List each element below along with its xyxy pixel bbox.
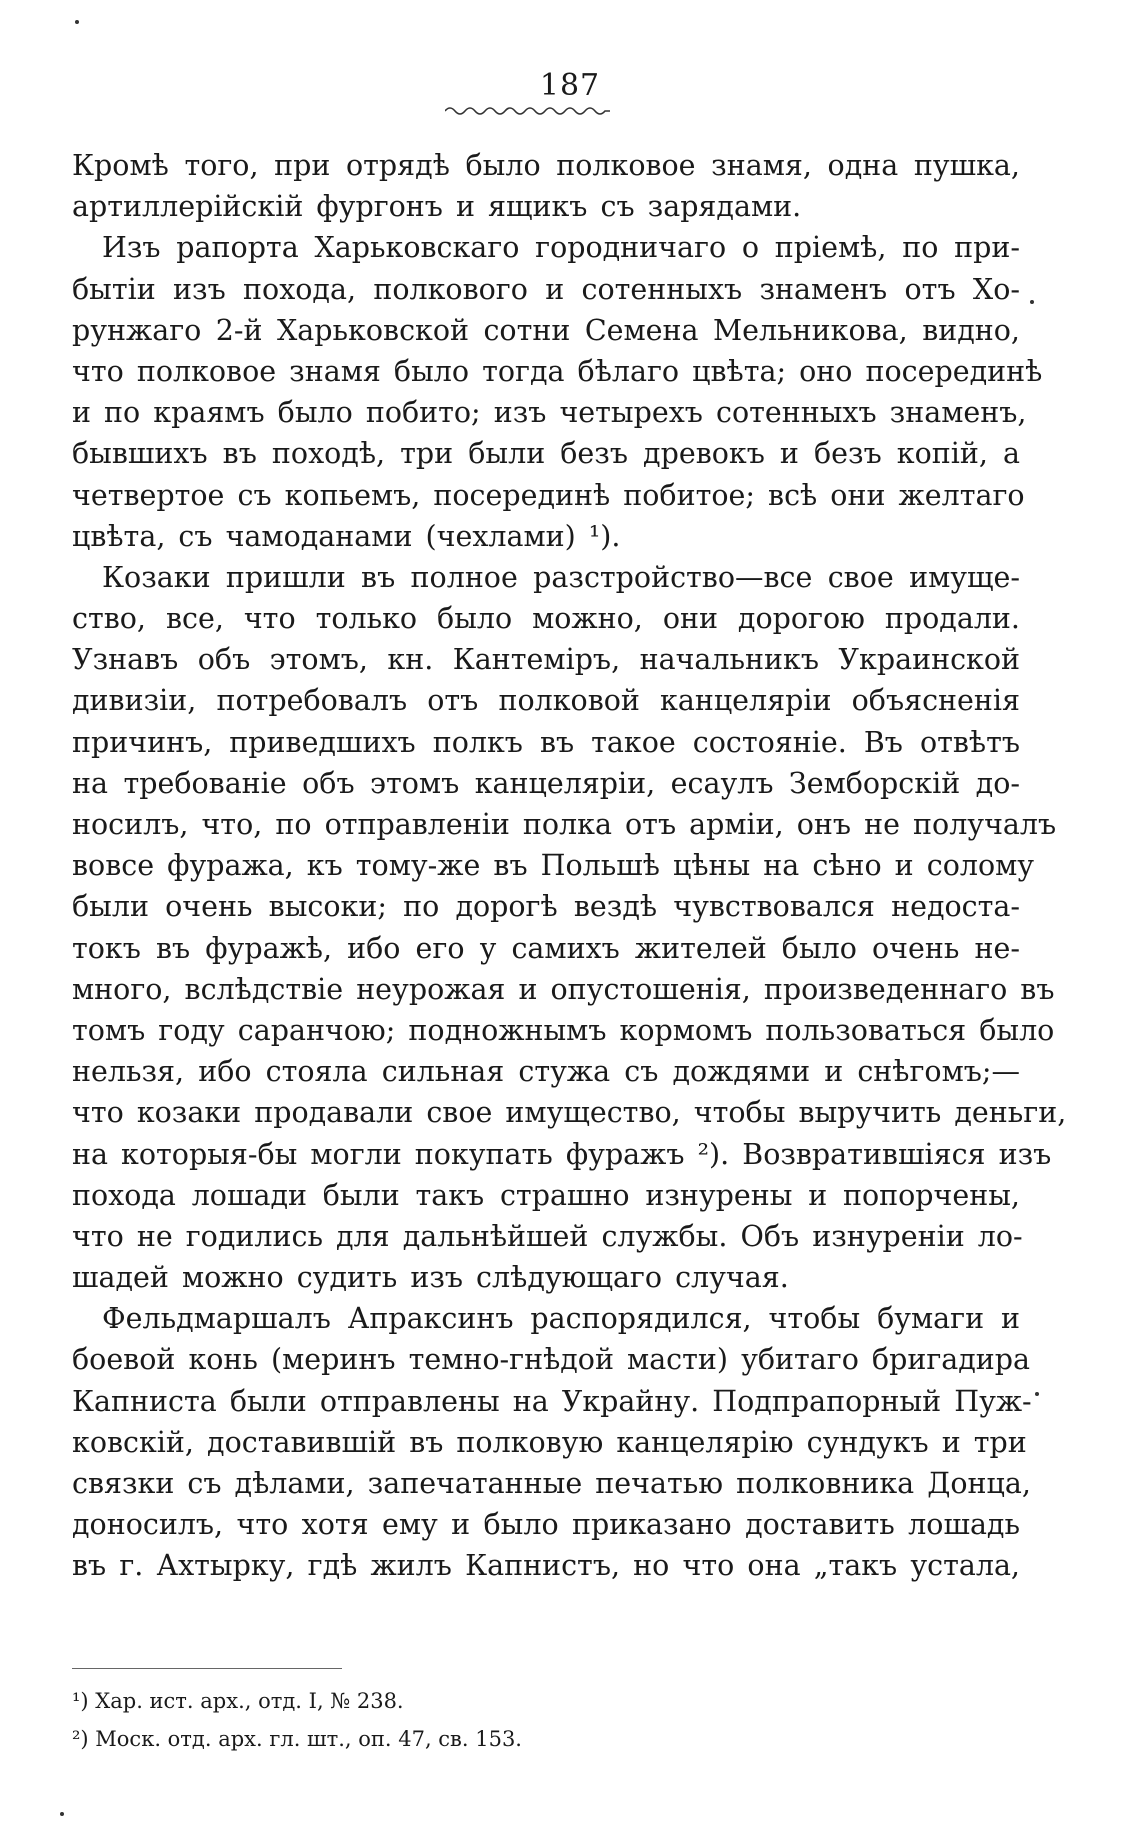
wavy-ornament-icon	[445, 104, 610, 118]
text-line: Узнавъ объ этомъ, кн. Кантеміръ, начальникъ Украинской	[72, 643, 1020, 677]
text-line: связки съ дѣлами, запечатанные печатью полковника Донца,	[72, 1467, 1031, 1500]
footnotes	[72, 1682, 772, 1758]
text-line: что не годились для дальнѣйшей службы. Объ изнуреніи ло-	[72, 1219, 1023, 1253]
footnote-1: ¹) Хар. ист. арх., отд. I, № 238.	[72, 1689, 404, 1713]
text-line: дивизіи, потребовалъ отъ полковой канцеляріи объясненія	[72, 684, 1020, 718]
text-line: бытіи изъ похода, полкового и сотенныхъ знаменъ отъ Хо-	[72, 272, 1020, 306]
text-line: Капниста были отправлены на Украйну. Подпрапорный Пуж-	[72, 1384, 1032, 1418]
text-line: ство, все, что только было можно, они дорогою продали.	[72, 602, 1020, 636]
text-line: и по краямъ было побито; изъ четырехъ сотенныхъ знаменъ,	[72, 396, 1027, 430]
text-line: Изъ рапорта Харьковскаго городничаго о пріемѣ, по при-	[102, 231, 1020, 265]
text-line: носилъ, что, по отправленіи полка отъ арміи, онъ не получалъ	[72, 808, 1057, 841]
text-line: бывшихъ въ походѣ, три были безъ древокъ и безъ копій, а	[72, 437, 1020, 471]
text-line: на требованіе объ этомъ канцеляріи, есаулъ Земборскій до-	[72, 766, 1020, 800]
page-number: 187	[539, 68, 601, 103]
scan-speck	[75, 20, 79, 24]
text-line: цвѣта, съ чамоданами (чехлами) ¹).	[72, 519, 621, 553]
text-line: Кромѣ того, при отрядѣ было полковое знамя, одна пушка,	[72, 149, 1020, 182]
scan-speck	[1035, 1392, 1039, 1396]
text-line: на которыя-бы могли покупать фуражъ ²). Возвратившіяся изъ	[72, 1137, 1052, 1171]
footnote-2: ²) Моск. отд. арх. гл. шт., оп. 47, св. 153.	[72, 1727, 522, 1751]
text-line: доносилъ, что хотя ему и было приказано доставить лошадь	[72, 1508, 1020, 1542]
main-text	[72, 145, 1067, 1587]
text-line: причинъ, приведшихъ полкъ въ такое состояніе. Въ отвѣтъ	[72, 725, 1020, 759]
text-line: вовсе фуража, къ тому-же въ Польшѣ цѣны на сѣно и солому	[72, 849, 1035, 883]
scan-speck	[1030, 300, 1034, 304]
scan-speck	[60, 1812, 64, 1816]
text-line: что козаки продавали свое имущество, чтобы выручить деньги,	[72, 1096, 1067, 1130]
footnote-separator	[72, 1668, 342, 1669]
text-line: артиллерійскій фургонъ и ящикъ съ зарядами.	[72, 190, 802, 224]
text-line: томъ году саранчою; подножнымъ кормомъ пользоваться было	[72, 1013, 1055, 1047]
text-line: рунжаго 2-й Харьковской сотни Семена Мельникова, видно,	[72, 313, 1020, 347]
text-line: въ г. Ахтырку, гдѣ жилъ Капнистъ, но что она „такъ устала,	[72, 1549, 1020, 1583]
text-line: Козаки пришли въ полное разстройство—все свое имуще-	[102, 560, 1020, 594]
text-line: четвертое съ копьемъ, посерединѣ побитое; всѣ они желтаго	[72, 478, 1025, 512]
text-line: похода лошади были такъ страшно изнурены и попорчены,	[72, 1178, 1020, 1212]
text-line: что полковое знамя было тогда бѣлаго цвѣта; оно посерединѣ	[72, 354, 1043, 388]
text-line: нельзя, ибо стояла сильная стужа съ дождями и снѣгомъ;—	[72, 1055, 1020, 1089]
text-line: были очень высоки; по дорогѣ вездѣ чувствовался недоста-	[72, 890, 1020, 924]
text-line: Фельдмаршалъ Апраксинъ распорядился, чтобы бумаги и	[102, 1302, 1020, 1336]
text-line: боевой конь (меринъ темно-гнѣдой масти) убитаго бригадира	[72, 1343, 1031, 1377]
text-line: много, вслѣдствіе неурожая и опустошенія, произведеннаго въ	[72, 972, 1055, 1006]
text-line: шадей можно судить изъ слѣдующаго случая.	[72, 1261, 789, 1295]
text-line: ковскій, доставившій въ полковую канцелярію сундукъ и три	[72, 1425, 1027, 1459]
text-line: токъ въ фуражѣ, ибо его у самихъ жителей было очень не-	[72, 931, 1020, 965]
